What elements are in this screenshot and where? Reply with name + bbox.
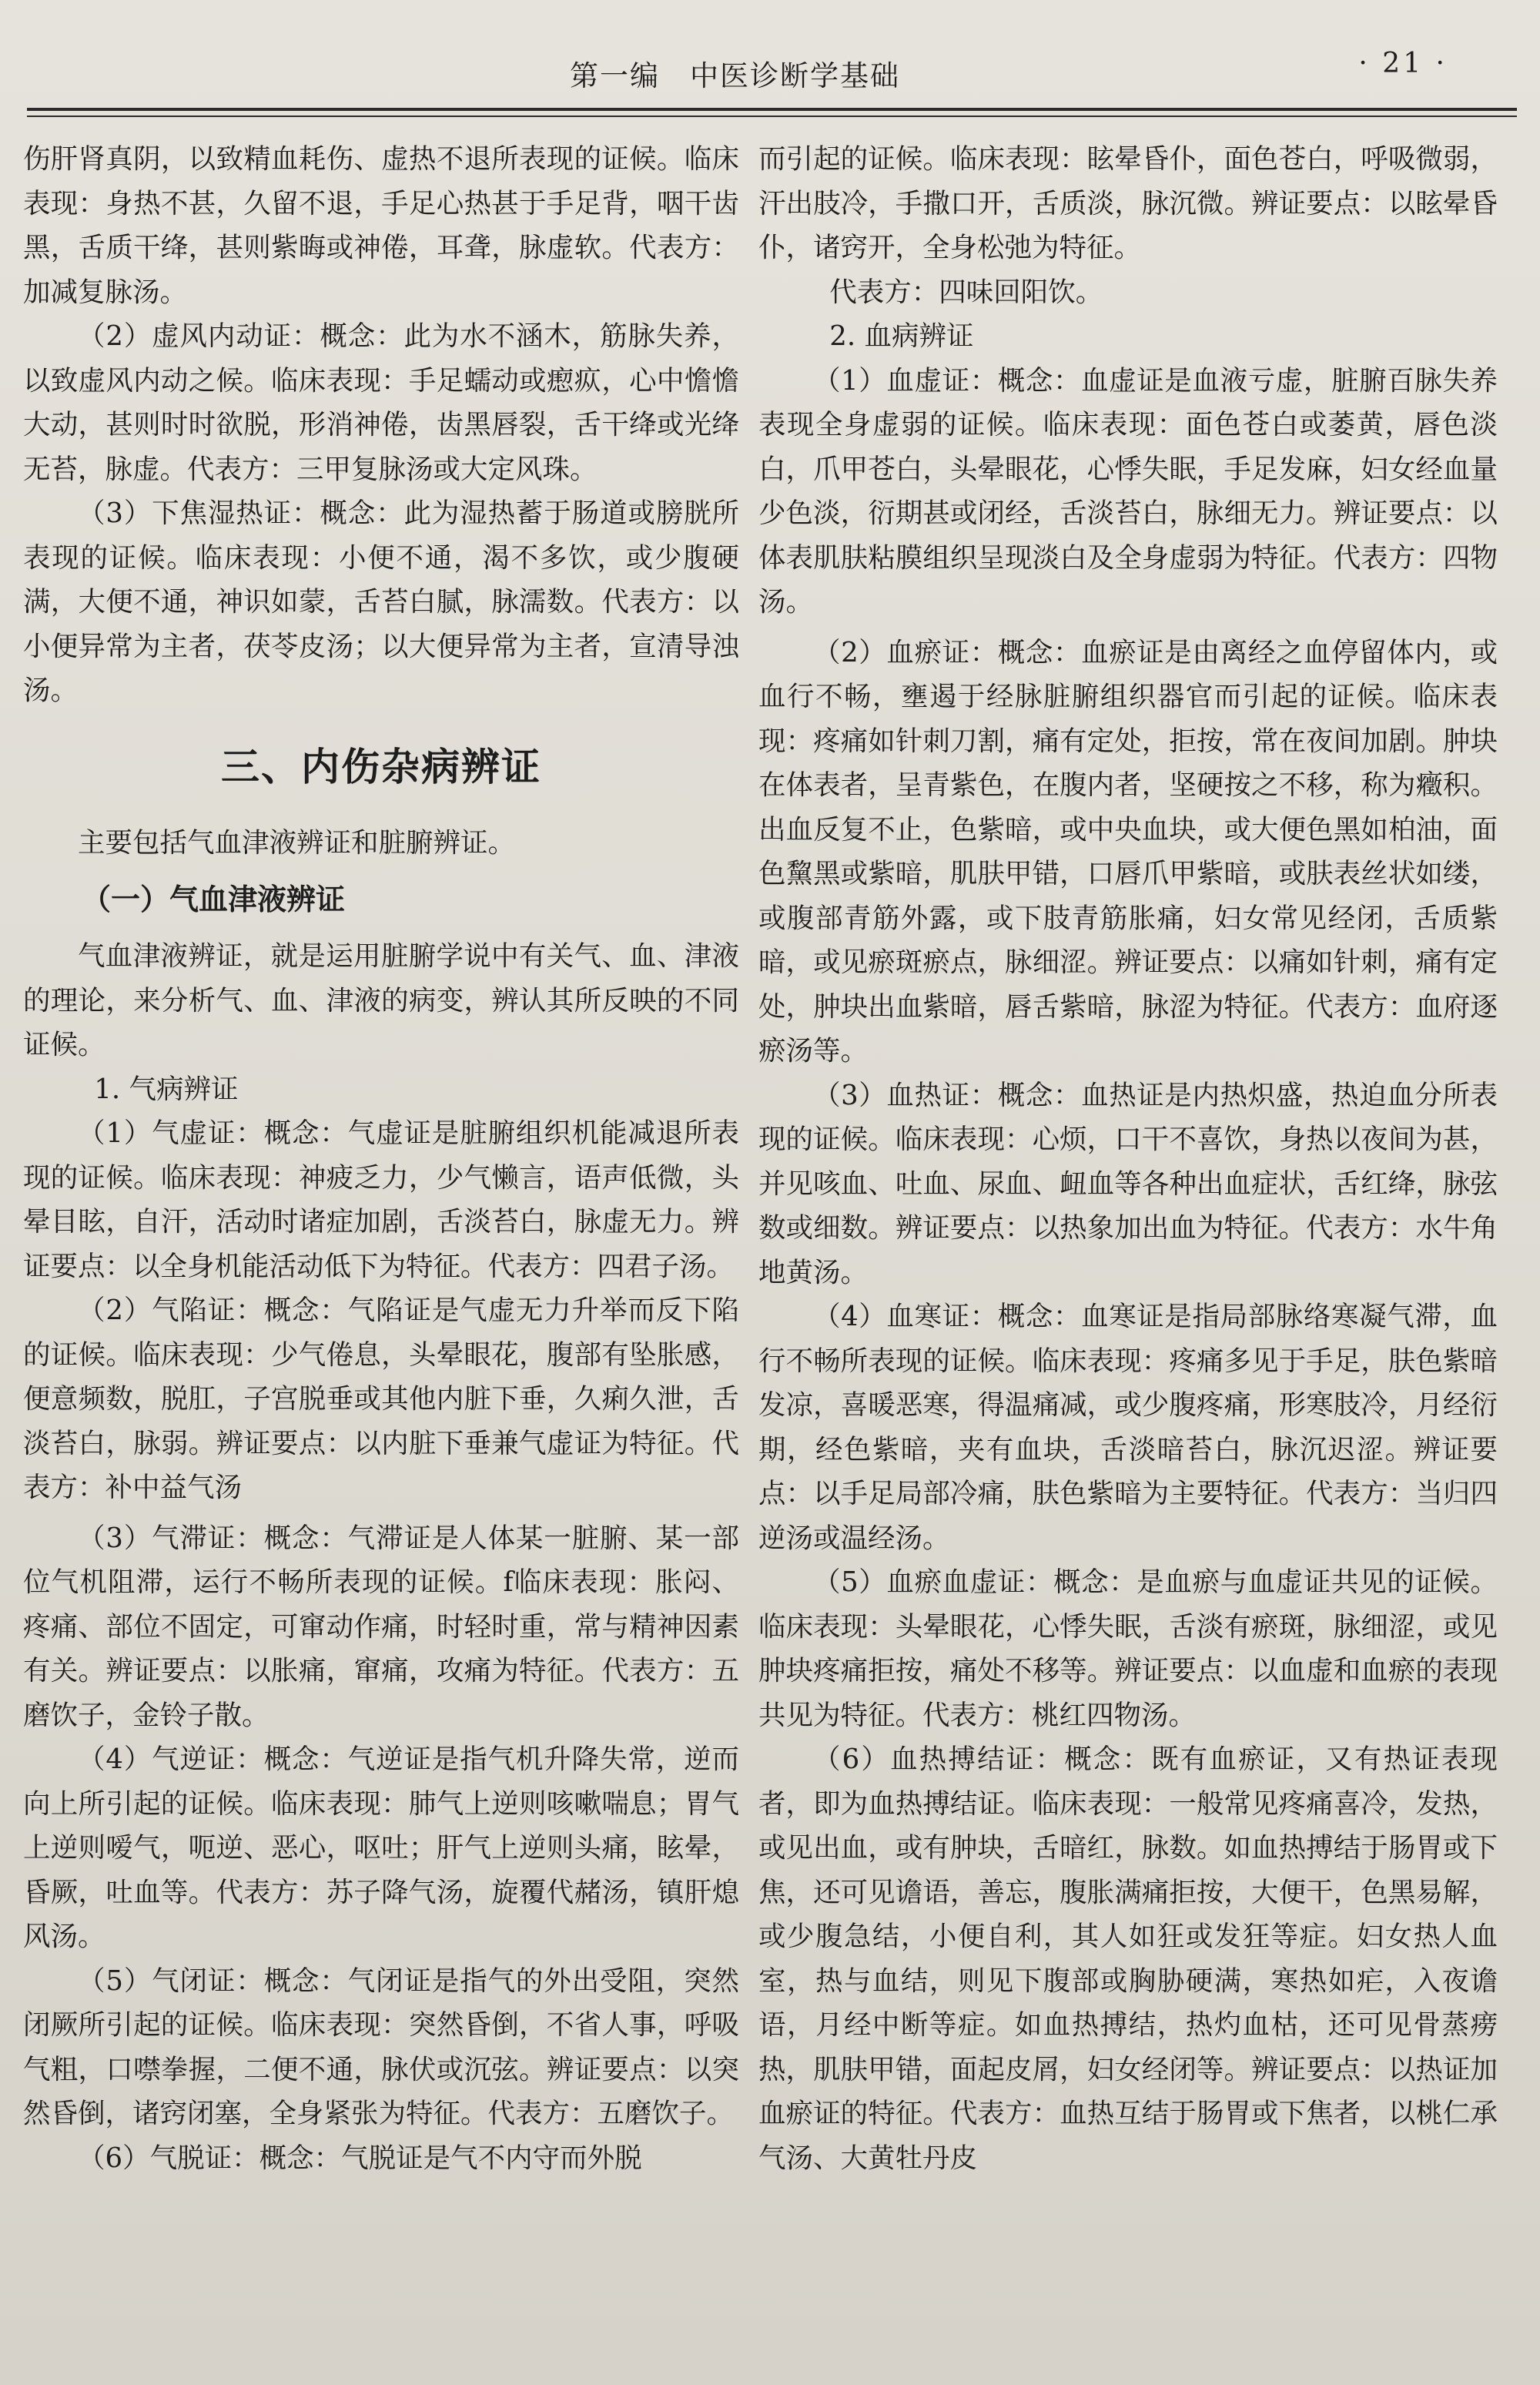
page-header xyxy=(31,46,1517,92)
paragraph: （5）血瘀血虚证：概念：是血瘀与血虚证共见的证候。临床表现：头晕眼花，心悸失眠，舌淡有瘀斑，脉细涩，或见肿块疼痛拒按，痛处不移等。辨证要点：以血虚和血瘀的表现共见为特征。代表方：桃红四物汤。 xyxy=(758,1566,1498,1731)
subheading: 2. 血病辨证 xyxy=(829,320,974,352)
section-title: 三、内伤杂病辨证 xyxy=(221,744,541,789)
paragraph: 气血津液辨证，就是运用脏腑学说中有关气、血、津液的理论，来分析气、血、津液的病变，辨认其所反映的不同证候。 xyxy=(23,940,739,1060)
paragraph: （5）气闭证：概念：气闭证是指气的外出受阻，突然闭厥所引起的证候。临床表现：突然昏倒，不省人事，呼吸气粗，口噤拳握，二便不通，脉伏或沉弦。辨证要点：以突然昏倒，诸窍闭塞，全身紧张为特征。代表方：五磨饮子。 xyxy=(23,1965,739,2129)
paragraph: （4）气逆证：概念：气逆证是指气机升降失常，逆而向上所引起的证候。临床表现：肺气上逆则咳嗽喘息；胃气上逆则嗳气，呃逆、恶心，呕吐；肝气上逆则头痛，眩晕，昏厥，吐血等。代表方：苏子降气汤，旋覆代赭汤，镇肝熄风汤。 xyxy=(23,1744,739,1952)
paragraph: （6）血热搏结证：概念：既有血瘀证，又有热证表现者，即为血热搏结证。临床表现：一般常见疼痛喜冷，发热，或见出血，或有肿块，舌暗红，脉数。如血热搏结于肠胃或下焦，还可见谵语，善忘，腹胀满痛拒按，大便干，色黑易解，或少腹急结，小便自利，其人如狂或发狂等症。妇女热人血室，热与血结，则见下腹部或胸胁硬满，寒热如疟，入夜谵语，月经中断等症。如血热搏结，热灼血枯，还可见骨蒸痨热，肌肤甲错，面起皮屑，妇女经闭等。辨证要点：以热证加血瘀证的特征。代表方：血热互结于肠胃或下焦者，以桃仁承气汤、大黄牡丹皮 xyxy=(758,1744,1498,2174)
header-rule-thin xyxy=(27,116,1517,117)
paragraph: （6）气脱证：概念：气脱证是气不内守而外脱 xyxy=(78,2142,642,2174)
paragraph: 而引起的证候。临床表现：眩晕昏仆，面色苍白，呼吸微弱，汗出肢冷，手撒口开，舌质淡，脉沉微。辨证要点：以眩晕昏仆，诸窍开，全身松弛为特征。 xyxy=(758,143,1498,263)
subheading: 1. 气病辨证 xyxy=(94,1073,239,1105)
paragraph: 伤肝肾真阴，以致精血耗伤、虚热不退所表现的证候。临床表现：身热不甚，久留不退，手足心热甚于手足背，咽干齿黑，舌质干绛，甚则紫晦或神倦，耳聋，脉虚软。代表方：加减复脉汤。 xyxy=(23,143,739,308)
paragraph: （4）血寒证：概念：血寒证是指局部脉络寒凝气滞，血行不畅所表现的证候。临床表现：疼痛多见于手足，肤色紫暗发凉，喜暖恶寒，得温痛减，或少腹疼痛，形寒肢冷，月经衍期，经色紫暗，夹有血块，舌淡暗苔白，脉沉迟涩。辨证要点：以手足局部冷痛，肤色紫暗为主要特征。代表方：当归四逆汤或温经汤。 xyxy=(758,1301,1498,1554)
paragraph: （2）虚风内动证：概念：此为水不涵木，筋脉失养，以致虚风内动之候。临床表现：手足蠕动或瘛疭，心中憺憺大动，甚则时时欲脱，形消神倦，齿黑唇裂，舌干绛或光绛无苔，脉虚。代表方：三甲复脉汤或大定风珠。 xyxy=(23,320,739,485)
header-rule-thick xyxy=(27,108,1517,111)
paragraph: （3）下焦湿热证：概念：此为湿热蓄于肠道或膀胱所表现的证候。临床表现：小便不通，渴不多饮，或少腹硬满，大便不通，神识如蒙，舌苔白腻，脉濡数。代表方：以小便异常为主者，茯苓皮汤；以大便异常为主者，宣清导浊汤。 xyxy=(23,497,739,706)
paragraph: 代表方：四味回阳饮。 xyxy=(829,276,1103,308)
section-intro: 主要包括气血津液辨证和脏腑辨证。 xyxy=(78,826,516,859)
paragraph: （3）气滞证：概念：气滞证是人体某一脏腑、某一部位气机阻滞，运行不畅所表现的证候。f临床表现：胀闷、疼痛、部位不固定，可窜动作痛，时轻时重，常与精神因素有关。辨证要点：以胀痛，窜痛，攻痛为特征。代表方：五磨饮子，金铃子散。 xyxy=(23,1522,739,1731)
page-number: · 21 · xyxy=(1358,48,1448,79)
paragraph: （2）气陷证：概念：气陷证是气虚无力升举而反下陷的证候。临床表现：少气倦息，头晕眼花，腹部有坠胀感，便意频数，脱肛，子宫脱垂或其他内脏下垂，久痢久泄，舌淡苔白，脉弱。辨证要点：以内脏下垂兼气虚证为特征。代表方：补中益气汤 xyxy=(23,1295,739,1503)
left-column xyxy=(23,137,739,2355)
paragraph: （2）血瘀证：概念：血瘀证是由离经之血停留体内，或血行不畅，壅遏于经脉脏腑组织器官而引起的证候。临床表现：疼痛如针刺刀割，痛有定处，拒按，常在夜间加剧。肿块在体表者，呈青紫色，在腹内者，坚硬按之不移，称为癥积。出血反复不止，色紫暗，或中央血块，或大便色黑如柏油，面色黧黑或紫暗，肌肤甲错，口唇爪甲紫暗，或肤表丝状如缕，或腹部青筋外露，或下肢青筋胀痛，妇女常见经闭，舌质紫暗，或见瘀斑瘀点，脉细涩。辨证要点：以痛如针刺，痛有定处，肿块出血紫暗，唇舌紫暗，脉涩为特征。代表方：血府逐瘀汤等。 xyxy=(758,636,1498,1067)
paragraph: （1）气虚证：概念：气虚证是脏腑组织机能减退所表现的证候。临床表现：神疲乏力，少气懒言，语声低微，头晕目眩，自汗，活动时诸症加剧，舌淡苔白，脉虚无力。辨证要点：以全身机能活动低下为特征。代表方：四君子汤。 xyxy=(23,1117,739,1282)
subsection-title: （一）气血津液辨证 xyxy=(82,883,346,916)
paragraph: （3）血热证：概念：血热证是内热炽盛，热迫血分所表现的证候。临床表现：心烦，口干不喜饮，身热以夜间为甚，并见咳血、吐血、尿血、衄血等各种出血症状，舌红绛，脉弦数或细数。辨证要点：以热象加出血为特征。代表方：水牛角地黄汤。 xyxy=(758,1079,1498,1288)
running-title: 第一编 中医诊断学基础 xyxy=(570,59,900,92)
right-column xyxy=(758,137,1498,2355)
paragraph: （1）血虚证：概念：血虚证是血液亏虚，脏腑百脉失养表现全身虚弱的证候。临床表现：面色苍白或萎黄，唇色淡白，爪甲苍白，头晕眼花，心悸失眠，手足发麻，妇女经血量少色淡，衍期甚或闭经，舌淡苔白，脉细无力。辨证要点：以体表肌肤粘膜组织呈现淡白及全身虚弱为特征。代表方：四物汤。 xyxy=(758,364,1498,618)
